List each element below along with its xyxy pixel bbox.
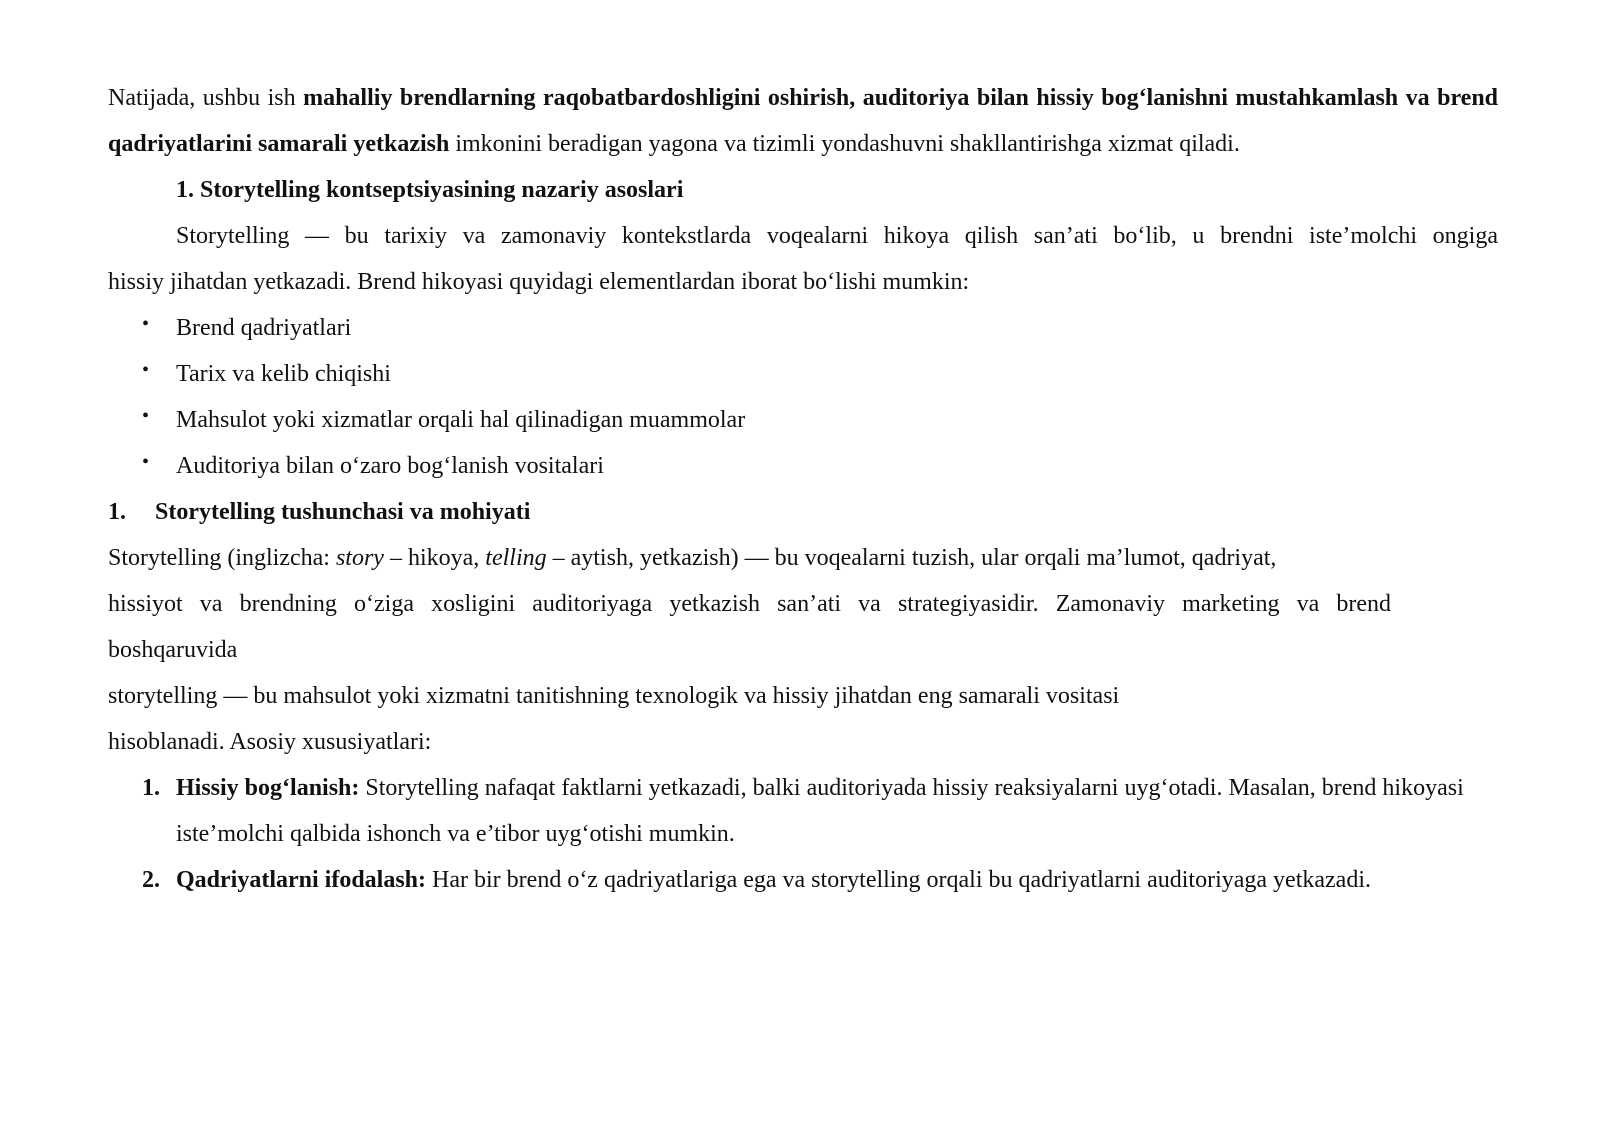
bullet-text: Mahsulot yoki xizmatlar orqali hal qilinadigan muammolar [176, 407, 746, 433]
bullet-list [108, 305, 1498, 489]
section1-para-line2: hissiy jihatdan yetkazadi. Brend hikoyasi quyidagi elementlardan iborat bo‘lishi mumkin: [108, 269, 970, 295]
list-item [108, 443, 1498, 489]
section2-heading-text: Storytelling tushunchasi va mohiyati [155, 499, 531, 525]
bullet-text: Tarix va kelib chiqishi [176, 361, 391, 387]
section2-heading [108, 489, 1498, 535]
feature-text: Storytelling nafaqat faktlarni yetkazadi, balki auditoriyada hissiy reaksiyalarni uyg‘otadi. Masalan, brend hikoyasi iste’molchi qalbida ishonch va e’tibor uyg‘otishi mumkin. [176, 775, 1464, 847]
bullet-icon: • [142, 451, 150, 473]
feature-item [108, 857, 1498, 903]
feature-title: Qadriyatlarni ifodalash: [176, 867, 427, 893]
feature-number: 2. [142, 867, 160, 893]
bullet-icon: • [142, 405, 150, 427]
section1-heading: 1. Storytelling kontseptsiyasining nazariy asoslari [176, 177, 684, 203]
def-end: – aytish, yetkazish) — bu voqealarni tuzish, ular orqali ma’lumot, qadriyat, [546, 545, 1277, 571]
def-story-term: story [335, 545, 384, 571]
definition-line4: storytelling — bu mahsulot yoki xizmatni tanitishning texnologik va hissiy jihatdan eng samarali vositasi [108, 683, 1120, 709]
intro-suffix: imkonini beradigan yagona va tizimli yondashuvni shakllantirishga xizmat qiladi. [449, 131, 1240, 157]
bullet-text: Auditoriya bilan o‘zaro bog‘lanish vositalari [176, 453, 604, 479]
list-item [108, 305, 1498, 351]
bullet-icon: • [142, 313, 150, 335]
bullet-icon: • [142, 359, 150, 381]
definition-line2: hissiyot va brendning o‘ziga xosligini auditoriyaga yetkazish san’ati va strategiyasidir. Zamonaviy marketing va brend [108, 591, 1391, 617]
intro-bold-text: mahalliy brendlarning raqobatbardoshligini oshirish, auditoriya bilan hissiy bog‘lanishni mustahkamlash va brend qadriyatlarini samarali yetkazish [108, 85, 1499, 157]
feature-item [108, 765, 1498, 857]
feature-title: Hissiy bog‘lanish: [176, 775, 360, 801]
def-start: Storytelling (inglizcha: [108, 545, 336, 571]
bullet-text: Brend qadriyatlari [176, 315, 352, 341]
definition-line1 [108, 535, 1498, 581]
document-page [108, 75, 1498, 903]
definition-line3: boshqaruvida [108, 637, 238, 663]
section2-number: 1. [108, 499, 126, 525]
list-item [108, 397, 1498, 443]
list-item [108, 351, 1498, 397]
section1-para-line1: Storytelling — bu tarixiy va zamonaviy kontekstlarda voqealarni hikoya qilish san’ati bo‘lib, u brendni iste’molchi ongiga [176, 223, 1498, 249]
feature-text: Har bir brend o‘z qadriyatlariga ega va storytelling orqali bu qadriyatlarni auditoriyaga yetkazadi. [426, 867, 1371, 893]
intro-prefix: Natijada, ushbu ish [108, 85, 304, 111]
def-mid: – hikoya, [383, 545, 486, 571]
def-telling-term: telling [485, 545, 547, 571]
feature-number: 1. [142, 775, 160, 801]
definition-line5: hisoblanadi. Asosiy xususiyatlari: [108, 729, 432, 755]
intro-paragraph [108, 75, 1498, 167]
features-list [108, 765, 1498, 903]
